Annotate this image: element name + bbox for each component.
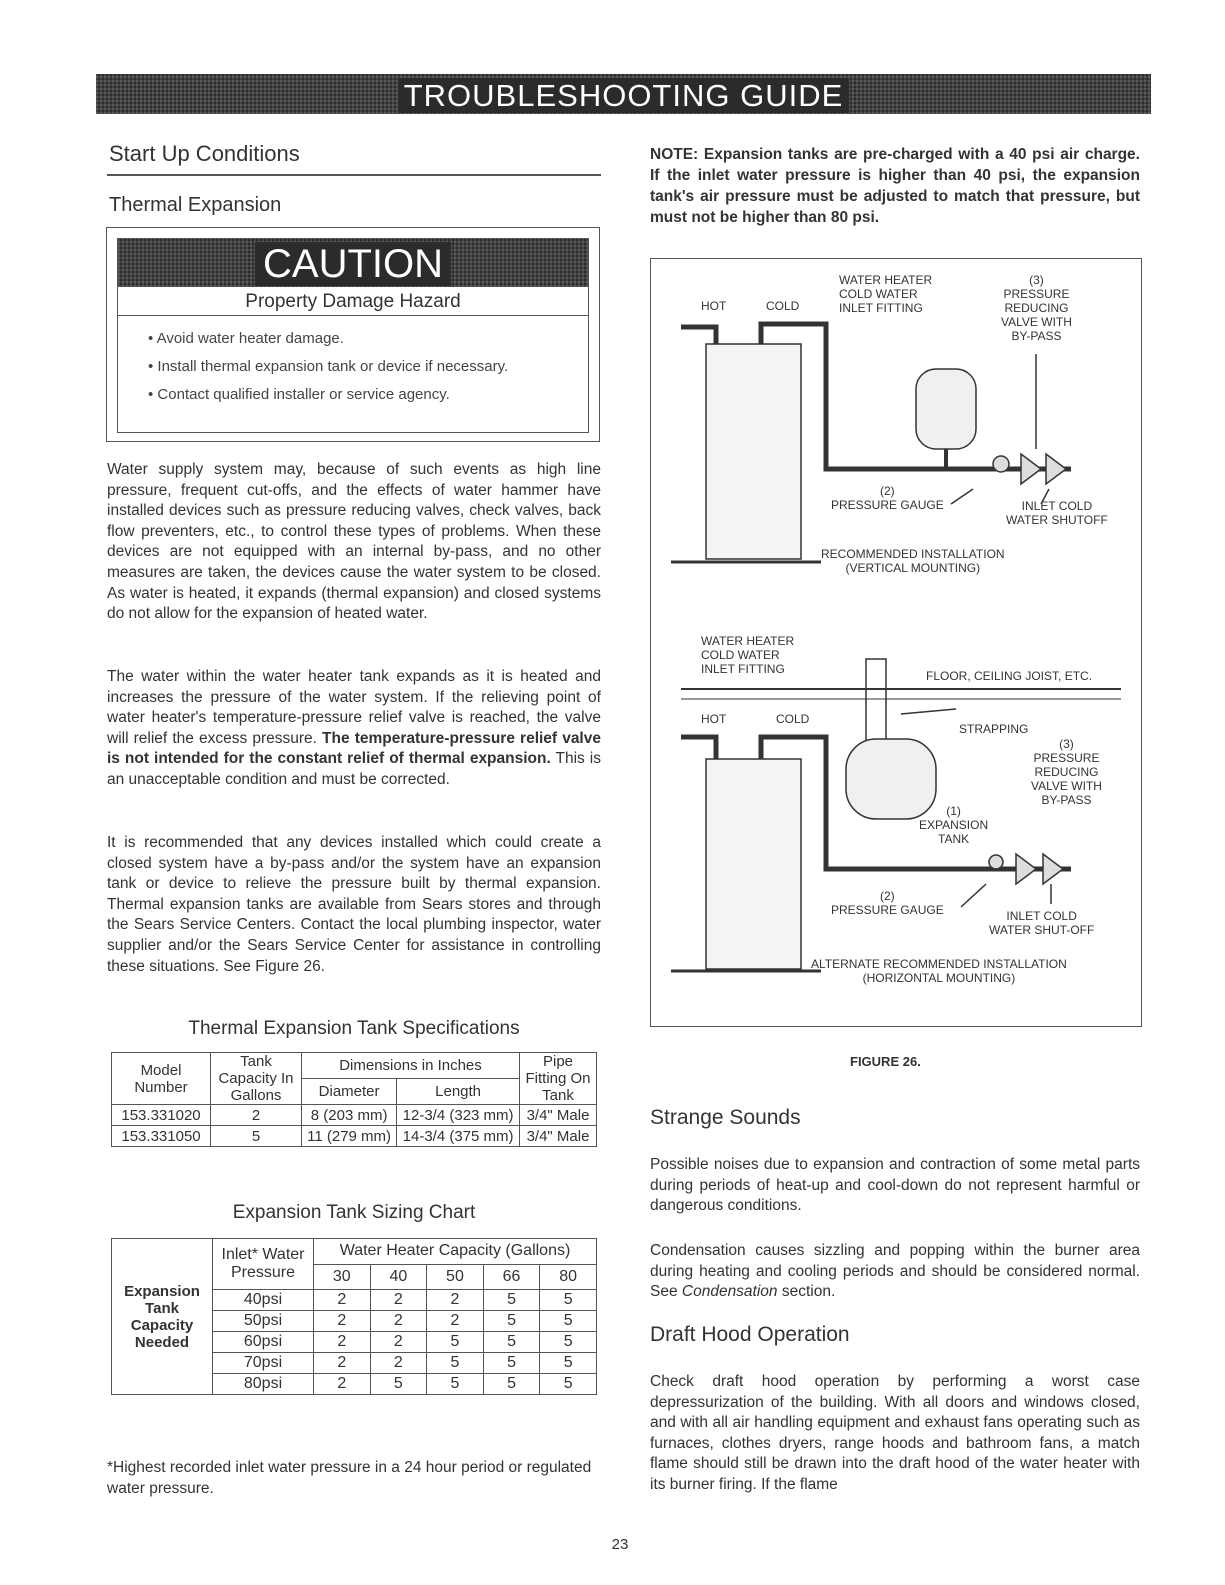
label-prv-bottom: (3) PRESSURE REDUCING VALVE WITH BY-PASS — [1031, 737, 1102, 807]
caution-list — [148, 325, 508, 409]
spec-header-capacity: Tank Capacity In Gallons — [211, 1053, 302, 1105]
paragraph-condensation: Condensation causes sizzling and popping within the burner area during heating and cooling periods and should be considered normal. See Condensation section. — [650, 1242, 1140, 1301]
spec-table-title: Thermal Expansion Tank Specifications — [188, 1018, 520, 1039]
caution-header — [118, 239, 588, 287]
label-expansion-tank: (1) EXPANSION TANK — [919, 804, 989, 846]
sizing-table — [111, 1238, 597, 1395]
label-cold-top: COLD — [766, 299, 800, 313]
sizing-capacity-header: Water Heater Capacity (Gallons) — [314, 1239, 597, 1265]
expansion-tank-top — [916, 369, 976, 449]
spec-header-diameter: Diameter — [302, 1079, 397, 1105]
caution-item: • Contact qualified installer or service agency. — [148, 386, 450, 403]
caution-subtitle: Property Damage Hazard — [118, 287, 588, 316]
capacity-col-header: 40 — [370, 1264, 427, 1290]
section-title-draft-hood: Draft Hood Operation — [650, 1323, 850, 1346]
label-shutoff-bottom: INLET COLD WATER SHUT-OFF — [989, 909, 1095, 937]
sizing-chart-title: Expansion Tank Sizing Chart — [232, 1202, 476, 1223]
label-inlet-fitting-top: WATER HEATER COLD WATER INLET FITTING — [839, 273, 933, 315]
capacity-col-header: 66 — [483, 1264, 540, 1290]
table-row: 153.331050 5 11 (279 mm) 14-3/4 (375 mm) 3/4" Male — [112, 1126, 597, 1147]
footnote: *Highest recorded inlet water pressure in a 24 hour period or regulated water pressure. — [107, 1459, 592, 1497]
label-hot-bottom: HOT — [701, 712, 727, 726]
sizing-inlet-header: Inlet* Water Pressure — [213, 1239, 314, 1290]
caution-item: • Avoid water heater damage. — [148, 330, 344, 347]
spec-header-pipe: Pipe Fitting On Tank — [520, 1053, 597, 1105]
table-row: 40psi 2 2 2 5 5 — [112, 1290, 597, 1311]
table-row: 153.331020 2 8 (203 mm) 12-3/4 (323 mm) 3/4" Male — [112, 1105, 597, 1126]
page-number: 23 — [611, 1536, 629, 1553]
page-banner — [96, 74, 1151, 114]
label-prv-top: (3) PRESSURE REDUCING VALVE WITH BY-PASS — [1001, 273, 1072, 343]
label-caption-top: RECOMMENDED INSTALLATION (VERTICAL MOUNTING) — [821, 547, 1005, 575]
paragraph-strange-sounds: Possible noises due to expansion and contraction of some metal parts during periods of heat-up and cool-down do not represent harmful or dangerous conditions. — [650, 1156, 1140, 1215]
table-row: 80psi 2 5 5 5 5 — [112, 1374, 597, 1395]
caution-box — [106, 227, 600, 442]
water-heater-top — [706, 344, 801, 559]
label-floor: FLOOR, CEILING JOIST, ETC. — [926, 669, 1093, 683]
table-row: 50psi 2 2 2 5 5 — [112, 1311, 597, 1332]
capacity-col-header: 80 — [540, 1264, 597, 1290]
figure-label: FIGURE 26. — [850, 1054, 921, 1069]
label-gauge-bottom: (2) PRESSURE GAUGE — [831, 889, 944, 917]
banner-title: TROUBLESHOOTING GUIDE — [398, 78, 850, 113]
figure-26-box — [650, 258, 1142, 1027]
water-heater-bottom — [706, 759, 801, 969]
caution-item: • Install thermal expansion tank or device if necessary. — [148, 358, 509, 375]
table-row: 60psi 2 2 5 5 5 — [112, 1332, 597, 1353]
sizing-side-label: Expansion Tank Capacity Needed — [112, 1239, 213, 1395]
caution-title: CAUTION — [255, 242, 451, 286]
label-cold-bottom: COLD — [776, 712, 810, 726]
spec-header-length: Length — [397, 1079, 520, 1105]
label-shutoff-top: INLET COLD WATER SHUTOFF — [1006, 499, 1108, 527]
spec-header-dimensions: Dimensions in Inches — [302, 1053, 520, 1079]
note-precharge: NOTE: Expansion tanks are pre-charged with a 40 psi air charge. If the inlet water pressure is higher than 40 psi, the expansion tank's air pressure must be adjusted to match that pressure, but must not be higher than 80 psi. — [650, 146, 1140, 226]
paragraph-recommendation: It is recommended that any devices installed which could create a closed system have a by-pass and/or the system have an expansion tank or device to relieve the pressure built by thermal expansion. Thermal expansion tanks are available from Sears stores and through the Sears Service Centers. Contact the local plumbing inspector, water supplier and/or the Sears Service Center for assistance in controlling these situations. See Figure 26. — [107, 834, 601, 975]
section-divider — [107, 174, 601, 176]
section-title-strange-sounds: Strange Sounds — [650, 1106, 801, 1129]
capacity-col-header: 30 — [314, 1264, 371, 1290]
subsection-title-thermal: Thermal Expansion — [109, 194, 282, 216]
section-title-start-up: Start Up Conditions — [109, 141, 300, 166]
label-caption-bottom: ALTERNATE RECOMMENDED INSTALLATION (HORIZONTAL MOUNTING) — [811, 957, 1067, 985]
capacity-col-header: 50 — [427, 1264, 484, 1290]
label-strapping: STRAPPING — [959, 722, 1029, 736]
paragraph-draft-hood: Check draft hood operation by performing a worst case depressurization of the building. With all doors and windows closed, and with all air handling equipment and exhaust fans operating such as furnaces, clothes dryers, range hoods and bathroom fans, a match flame should still be drawn into the draft hood of the water heater with its burner firing. If the flame — [650, 1373, 1140, 1493]
paragraph-tank-expands: The water within the water heater tank expands as it is heated and increases the pressure of the water system. If the relieving point of water heater's temperature-pressure relief valve is reached, the valve will relief the excess pressure. The temperature-pressure relief valve is not intended for the constant relief of thermal expansion. This is an unacceptable condition and must be corrected. — [107, 668, 602, 788]
label-hot-top: HOT — [701, 299, 727, 313]
label-gauge-top: (2) PRESSURE GAUGE — [831, 484, 944, 512]
spec-table — [111, 1052, 597, 1147]
table-row: 70psi 2 2 5 5 5 — [112, 1353, 597, 1374]
spec-header-model: Model Number — [112, 1053, 211, 1105]
paragraph-water-supply: Water supply system may, because of such events as high line pressure, frequent cut-offs, and the effects of water hammer have installed devices such as pressure reducing valves, check valves, back flow preventers, etc., to control these types of problems. When these devices are not equipped with an internal by-pass, and no other measures are taken, the devices cause the water system to be closed. As water is heated, it expands (thermal expansion) and closed systems do not allow for the expansion of heated water. — [107, 461, 601, 623]
label-inlet-fitting-bottom: WATER HEATER COLD WATER INLET FITTING — [701, 634, 795, 676]
